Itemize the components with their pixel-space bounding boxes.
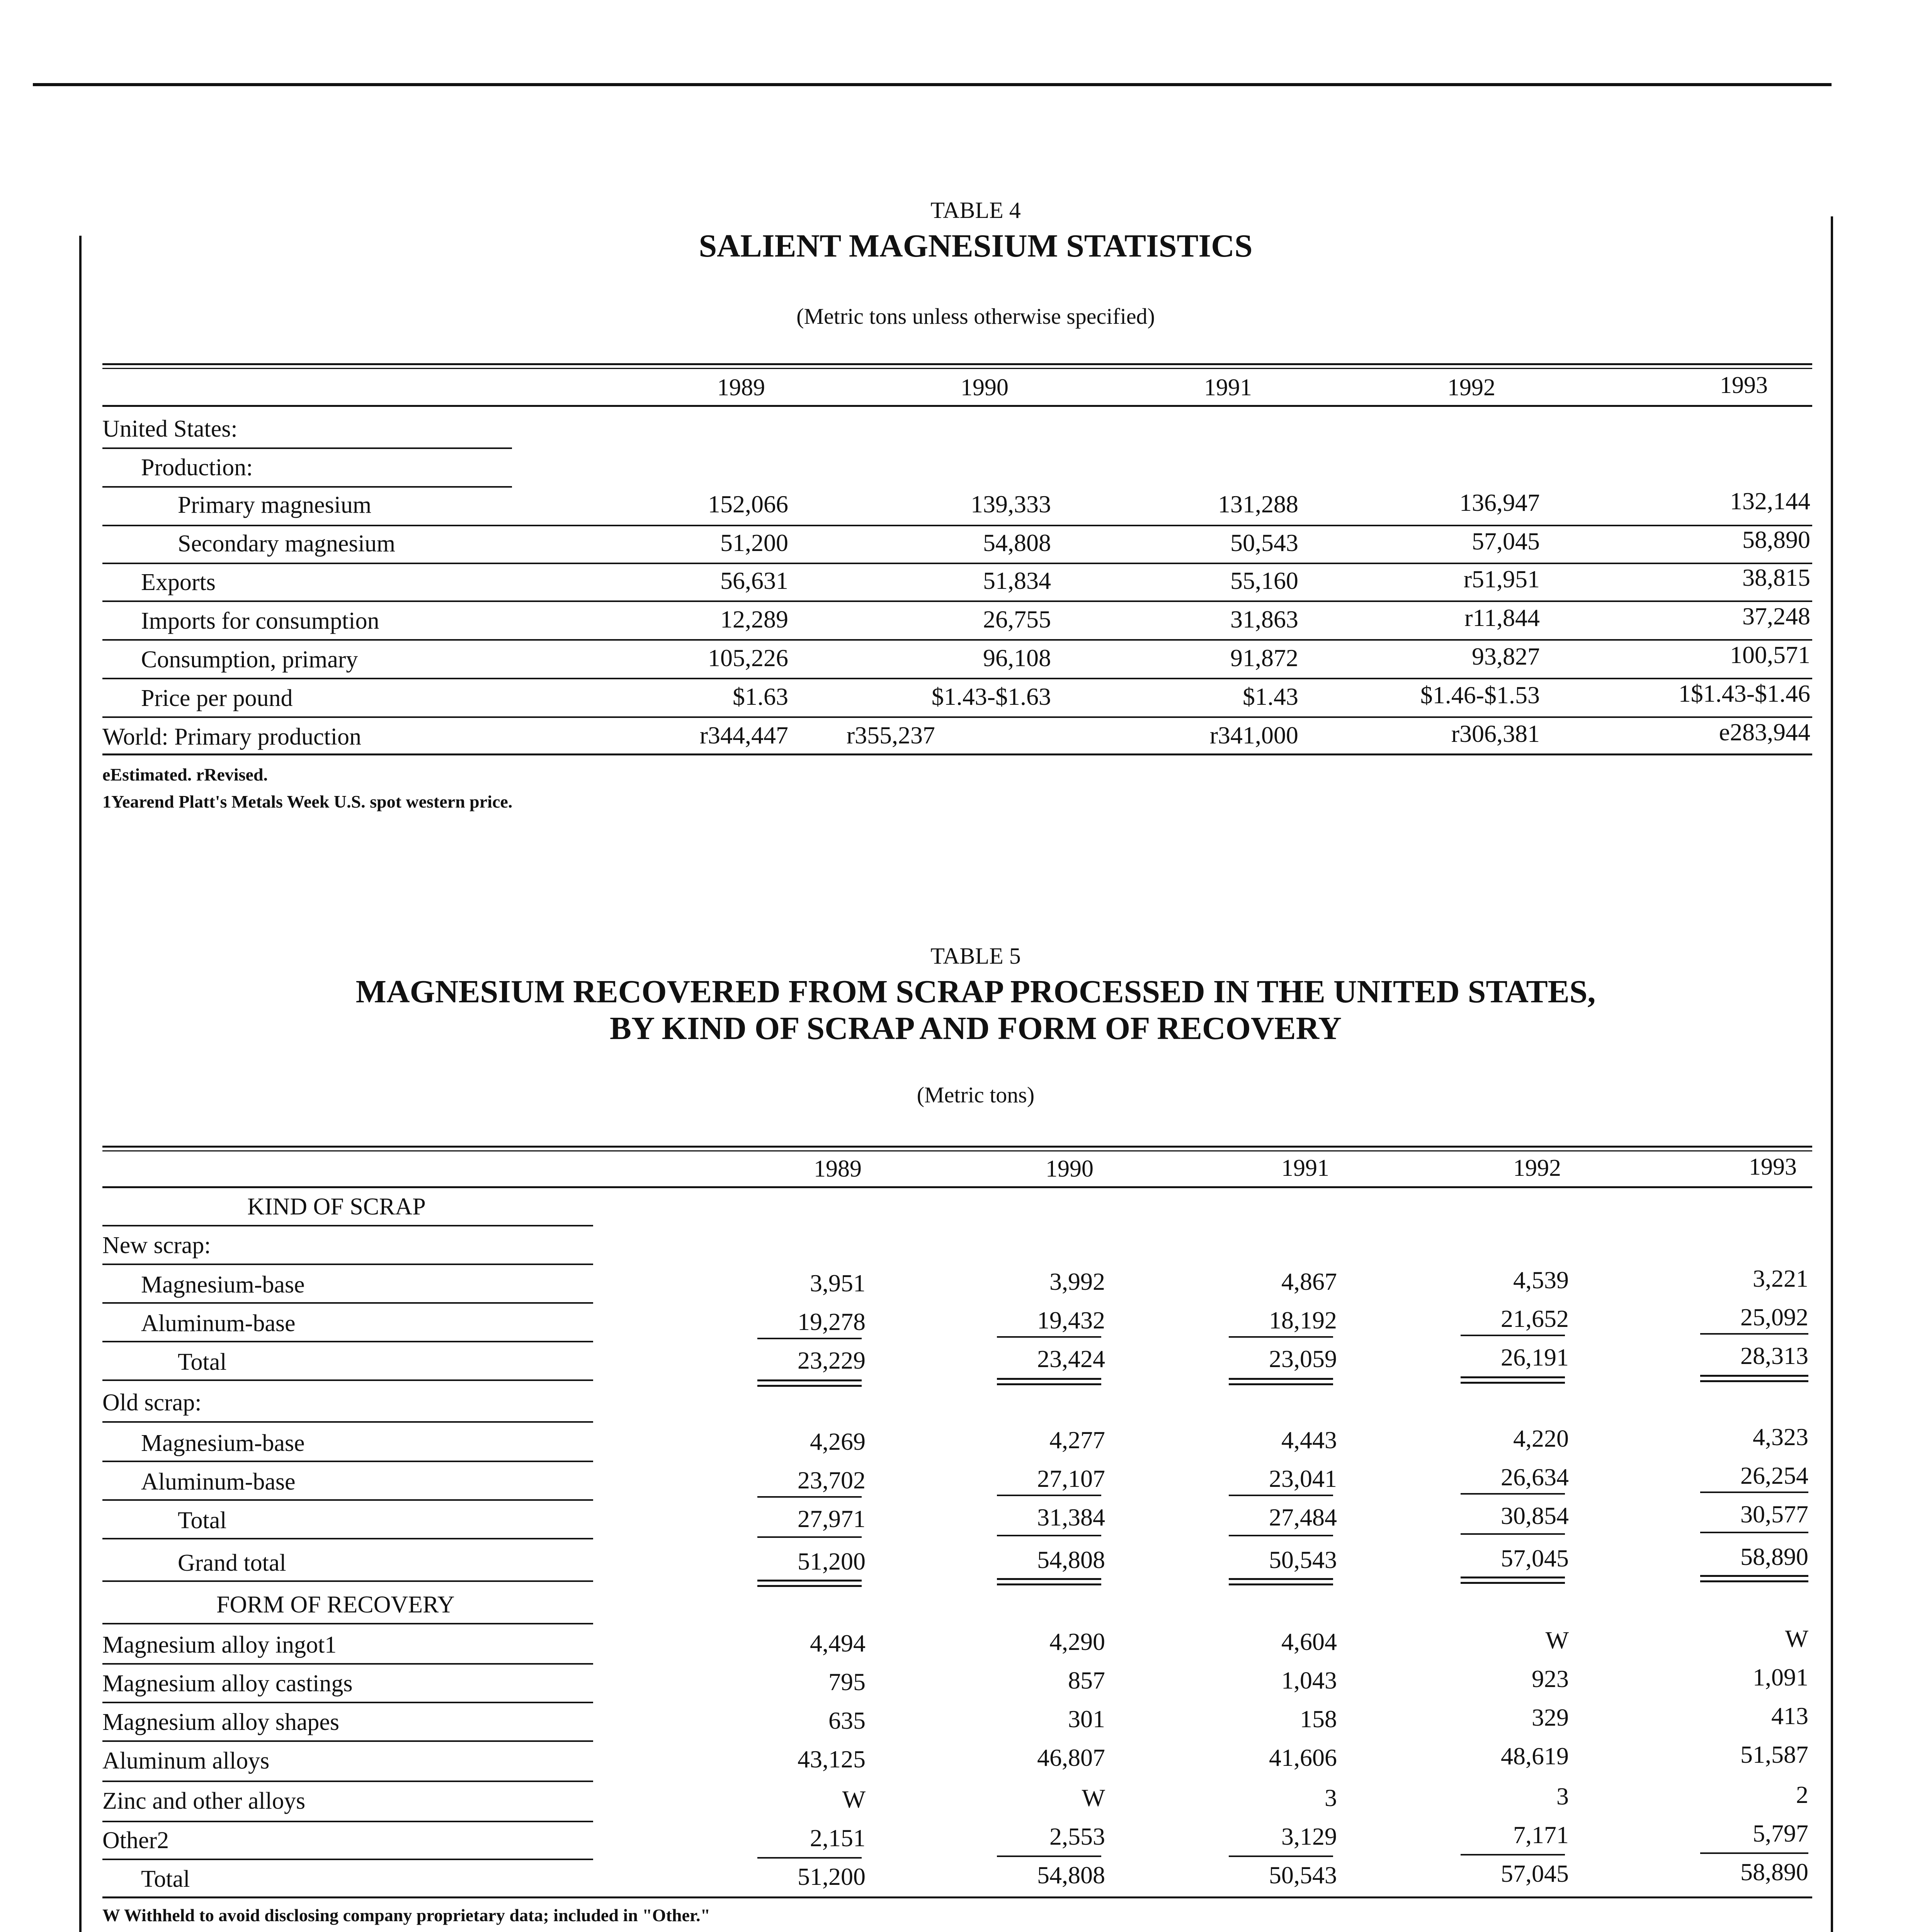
cell: 58,890	[1742, 526, 1810, 553]
cell: r341,000	[1209, 721, 1298, 749]
t5-rule	[102, 1264, 593, 1265]
sum-rule	[757, 1536, 862, 1538]
sum-rule	[757, 1496, 862, 1498]
table4-top-rule-2	[102, 368, 1812, 369]
t5-rule	[102, 1302, 593, 1304]
row-label: Aluminum-base	[141, 1469, 296, 1495]
sum-rule	[1700, 1492, 1808, 1493]
row-label: Price per pound	[141, 685, 293, 711]
t4-row-production: Production:	[141, 454, 253, 481]
cell: 3,129	[1281, 1823, 1337, 1850]
cell: 30,577	[1740, 1500, 1808, 1528]
cell: 26,191	[1501, 1344, 1569, 1371]
cell: 54,808	[983, 529, 1051, 556]
cell: 23,424	[1037, 1345, 1105, 1372]
cell: 3	[1556, 1782, 1569, 1810]
cell: $1.43-$1.63	[931, 683, 1051, 710]
table5-header-rule	[102, 1186, 1812, 1188]
row-label: Secondary magnesium	[178, 531, 396, 557]
row-label: Magnesium alloy castings	[102, 1670, 353, 1697]
cell: 1$1.43-$1.46	[1678, 680, 1810, 707]
cell: 38,815	[1742, 564, 1810, 591]
cell: e283,944	[1719, 718, 1810, 746]
sum-rule	[1700, 1532, 1808, 1533]
cell: 27,484	[1269, 1503, 1337, 1531]
cell: 51,200	[798, 1548, 866, 1575]
cell: $1.63	[733, 683, 788, 710]
cell: 4,604	[1281, 1628, 1337, 1655]
table5-top-rule-2	[102, 1150, 1812, 1151]
t5-rule	[102, 1499, 593, 1501]
cell: 51,587	[1740, 1741, 1808, 1768]
cell: 93,827	[1472, 643, 1540, 670]
sum-rule	[1229, 1855, 1333, 1857]
double-rule	[1461, 1382, 1565, 1384]
cell: 56,631	[720, 567, 788, 594]
row-label: Magnesium-base	[141, 1272, 305, 1298]
table4-footnote-1: eEstimated. rRevised.	[102, 765, 268, 784]
cell: $1.43	[1243, 683, 1298, 710]
t5-rule	[102, 1538, 593, 1539]
cell: 100,571	[1730, 641, 1810, 668]
sum-rule	[1461, 1335, 1565, 1336]
double-rule	[997, 1378, 1101, 1380]
cell: 4,494	[810, 1629, 866, 1657]
table4-subtitle: (Metric tons unless otherwise specified)	[796, 304, 1155, 329]
cell: 4,290	[1049, 1628, 1105, 1655]
table5-bottom-rule	[102, 1896, 1812, 1898]
cell: 4,323	[1753, 1423, 1808, 1451]
sum-rule	[1229, 1535, 1333, 1536]
sum-rule	[997, 1535, 1101, 1536]
cell: r11,844	[1464, 604, 1540, 631]
cell: 41,606	[1269, 1744, 1337, 1771]
cell: 136,947	[1459, 489, 1540, 516]
cell: 131,288	[1218, 490, 1298, 518]
cell: r51,951	[1463, 565, 1540, 593]
section-form-of-recovery: FORM OF RECOVERY	[216, 1592, 455, 1618]
cell: 51,834	[983, 567, 1051, 594]
t4-rule	[102, 600, 1812, 602]
section-kind-of-scrap: KIND OF SCRAP	[247, 1194, 426, 1220]
row-label: Total	[178, 1507, 227, 1534]
double-rule	[1700, 1575, 1808, 1577]
table4-year-1992: 1992	[1447, 374, 1495, 401]
t4-rule	[102, 486, 512, 488]
cell: 50,543	[1269, 1861, 1337, 1889]
double-rule	[757, 1580, 862, 1582]
cell: 54,808	[1037, 1546, 1105, 1573]
right-margin-rule	[1831, 216, 1833, 1932]
t5-rule	[102, 1740, 593, 1742]
cell: 27,971	[798, 1505, 866, 1532]
cell: 58,890	[1740, 1543, 1808, 1570]
old-scrap-label: Old scrap:	[102, 1389, 202, 1416]
table4-top-rule	[102, 363, 1812, 365]
sum-rule	[997, 1855, 1101, 1857]
row-label: World: Primary production	[102, 724, 362, 750]
cell: r344,447	[699, 721, 788, 749]
cell: 2,553	[1049, 1823, 1105, 1850]
cell: 19,432	[1037, 1306, 1105, 1334]
double-rule	[1461, 1577, 1565, 1578]
double-rule	[1229, 1578, 1333, 1580]
t4-rule	[102, 447, 512, 449]
cell: 1,091	[1753, 1663, 1808, 1691]
cell: 50,543	[1230, 529, 1298, 556]
double-rule	[1229, 1383, 1333, 1385]
row-label: Other2	[102, 1827, 169, 1854]
cell: 329	[1532, 1704, 1569, 1731]
cell: 132,144	[1730, 487, 1810, 515]
cell: 152,066	[708, 490, 788, 518]
double-rule	[757, 1385, 862, 1387]
cell: 857	[1068, 1667, 1105, 1694]
cell: 57,045	[1501, 1860, 1569, 1887]
cell: 55,160	[1230, 567, 1298, 594]
cell: 12,289	[720, 605, 788, 633]
double-rule	[1700, 1375, 1808, 1377]
cell: 4,443	[1281, 1426, 1337, 1454]
cell: 46,807	[1037, 1744, 1105, 1771]
t4-rule	[102, 716, 1812, 718]
double-rule	[1700, 1580, 1808, 1582]
cell: 301	[1068, 1705, 1105, 1733]
cell: 23,059	[1269, 1345, 1337, 1372]
row-label: Magnesium-base	[141, 1430, 305, 1456]
row-label: Aluminum alloys	[102, 1748, 270, 1774]
cell: 58,890	[1740, 1858, 1808, 1886]
table5-year-1991: 1991	[1281, 1155, 1329, 1181]
table4-year-1993: 1993	[1720, 372, 1768, 398]
double-rule	[997, 1383, 1101, 1385]
cell: 2	[1796, 1781, 1808, 1808]
double-rule	[757, 1379, 862, 1381]
cell: W	[1082, 1784, 1105, 1811]
cell: 413	[1771, 1702, 1808, 1730]
row-label: Total	[141, 1866, 190, 1892]
sum-rule	[757, 1338, 862, 1339]
cell: 2,151	[810, 1824, 866, 1852]
row-label: Aluminum-base	[141, 1310, 296, 1337]
t5-rule	[102, 1341, 593, 1342]
cell: 4,867	[1281, 1268, 1337, 1295]
cell: 51,200	[720, 529, 788, 556]
cell: 30,854	[1501, 1502, 1569, 1529]
cell: 4,220	[1513, 1425, 1569, 1452]
sum-rule	[757, 1857, 862, 1859]
t4-rule	[102, 678, 1812, 679]
t5-rule	[102, 1781, 593, 1782]
cell: 54,808	[1037, 1861, 1105, 1889]
sum-rule	[1461, 1493, 1565, 1495]
cell: 96,108	[983, 644, 1051, 672]
table5-title-line1: MAGNESIUM RECOVERED FROM SCRAP PROCESSED IN THE UNITED STATES,	[355, 974, 1596, 1010]
table4-year-1991: 1991	[1204, 374, 1252, 401]
row-label: Primary magnesium	[178, 492, 372, 518]
double-rule	[1700, 1380, 1808, 1382]
row-label: Imports for consumption	[141, 608, 379, 634]
t4-rule	[102, 525, 1812, 526]
cell: 57,045	[1472, 527, 1540, 555]
cell: 31,863	[1230, 605, 1298, 633]
cell: 26,755	[983, 605, 1051, 633]
table4-header-rule	[102, 405, 1812, 407]
cell: W	[1545, 1626, 1569, 1654]
cell: 48,619	[1501, 1742, 1569, 1770]
cell: 18,192	[1269, 1306, 1337, 1334]
table4-year-1990: 1990	[961, 374, 1009, 401]
row-label: Exports	[141, 569, 216, 595]
cell: 25,092	[1740, 1303, 1808, 1331]
sum-rule	[997, 1495, 1101, 1496]
cell: 3	[1325, 1784, 1337, 1811]
cell: 923	[1532, 1665, 1569, 1692]
table5-title-line2: BY KIND OF SCRAP AND FORM OF RECOVERY	[609, 1010, 1342, 1046]
cell: 91,872	[1230, 644, 1298, 672]
cell: r355,237	[846, 721, 935, 749]
new-scrap-label: New scrap:	[102, 1232, 211, 1259]
row-label: Total	[178, 1349, 227, 1375]
cell: 28,313	[1740, 1342, 1808, 1369]
t5-rule	[102, 1580, 593, 1582]
t5-rule	[102, 1421, 593, 1423]
t5-rule	[102, 1859, 593, 1860]
double-rule	[757, 1585, 862, 1587]
table4-footnote-2: 1Yearend Platt's Metals Week U.S. spot western price.	[102, 792, 513, 811]
table5-number: TABLE 5	[930, 943, 1021, 969]
cell: W	[842, 1786, 866, 1813]
double-rule	[997, 1578, 1101, 1580]
row-label: Grand total	[178, 1550, 286, 1576]
cell: W	[1785, 1625, 1808, 1652]
cell: 27,107	[1037, 1465, 1105, 1492]
cell: 3,992	[1049, 1268, 1105, 1295]
cell: 50,543	[1269, 1546, 1337, 1573]
table5-year-1993: 1993	[1749, 1154, 1797, 1180]
cell: r306,381	[1451, 720, 1540, 747]
row-label: Magnesium alloy ingot1	[102, 1632, 337, 1658]
t5-rule	[102, 1623, 593, 1624]
table5-footnote-w: W Withheld to avoid disclosing company proprietary data; included in "Other."	[102, 1905, 711, 1925]
cell: 635	[828, 1707, 866, 1734]
sum-rule	[1229, 1495, 1333, 1496]
cell: 795	[828, 1668, 866, 1696]
cell: 4,269	[810, 1428, 866, 1455]
cell: 19,278	[798, 1308, 866, 1335]
t5-rule	[102, 1461, 593, 1462]
cell: 26,634	[1501, 1463, 1569, 1491]
sum-rule	[997, 1336, 1101, 1338]
t4-rule	[102, 563, 1812, 564]
double-rule	[1461, 1376, 1565, 1378]
cell: 31,384	[1037, 1503, 1105, 1531]
sum-rule	[1461, 1533, 1565, 1535]
sum-rule	[1461, 1854, 1565, 1855]
cell: 23,229	[798, 1347, 866, 1374]
cell: 51,200	[798, 1863, 866, 1890]
cell: 5,797	[1753, 1820, 1808, 1847]
table4-title: SALIENT MAGNESIUM STATISTICS	[699, 228, 1253, 264]
cell: 4,539	[1513, 1266, 1569, 1294]
table4-year-1989: 1989	[717, 374, 765, 401]
t5-rule	[102, 1702, 593, 1703]
row-label: Consumption, primary	[141, 646, 358, 673]
t4-rule	[102, 639, 1812, 641]
cell: 4,277	[1049, 1426, 1105, 1454]
t5-rule	[102, 1663, 593, 1665]
t5-rule	[102, 1379, 593, 1381]
cell: 21,652	[1501, 1305, 1569, 1332]
row-label: Magnesium alloy shapes	[102, 1709, 340, 1735]
cell: 37,248	[1742, 602, 1810, 630]
cell: 105,226	[708, 644, 788, 672]
table5-year-1992: 1992	[1513, 1155, 1561, 1181]
table4-number: TABLE 4	[930, 197, 1021, 223]
sum-rule	[1700, 1852, 1808, 1854]
cell: 43,125	[798, 1745, 866, 1773]
table5-top-rule	[102, 1146, 1812, 1148]
cell: 57,045	[1501, 1544, 1569, 1572]
cell: 3,221	[1753, 1265, 1808, 1292]
sum-rule	[1700, 1333, 1808, 1335]
cell: 3,951	[810, 1269, 866, 1297]
cell: 139,333	[971, 490, 1051, 518]
cell: 158	[1300, 1705, 1337, 1733]
sum-rule	[1229, 1336, 1333, 1338]
row-label: Zinc and other alloys	[102, 1788, 306, 1814]
t5-rule	[102, 1821, 593, 1822]
cell: 26,254	[1740, 1462, 1808, 1489]
t5-rule	[102, 1225, 593, 1226]
double-rule	[1229, 1378, 1333, 1380]
table5-subtitle: (Metric tons)	[917, 1082, 1035, 1107]
cell: $1.46-$1.53	[1420, 681, 1540, 709]
t4-row-united-states: United States:	[102, 416, 238, 442]
double-rule	[1461, 1582, 1565, 1584]
cell: 1,043	[1281, 1667, 1337, 1694]
table5-year-1990: 1990	[1046, 1156, 1094, 1182]
top-rule	[33, 83, 1832, 86]
double-rule	[997, 1583, 1101, 1585]
table4-bottom-rule	[102, 753, 1812, 755]
double-rule	[1229, 1583, 1333, 1585]
cell: 23,702	[798, 1466, 866, 1494]
cell: 7,171	[1513, 1821, 1569, 1849]
cell: 23,041	[1269, 1465, 1337, 1492]
table5-year-1989: 1989	[814, 1156, 862, 1182]
